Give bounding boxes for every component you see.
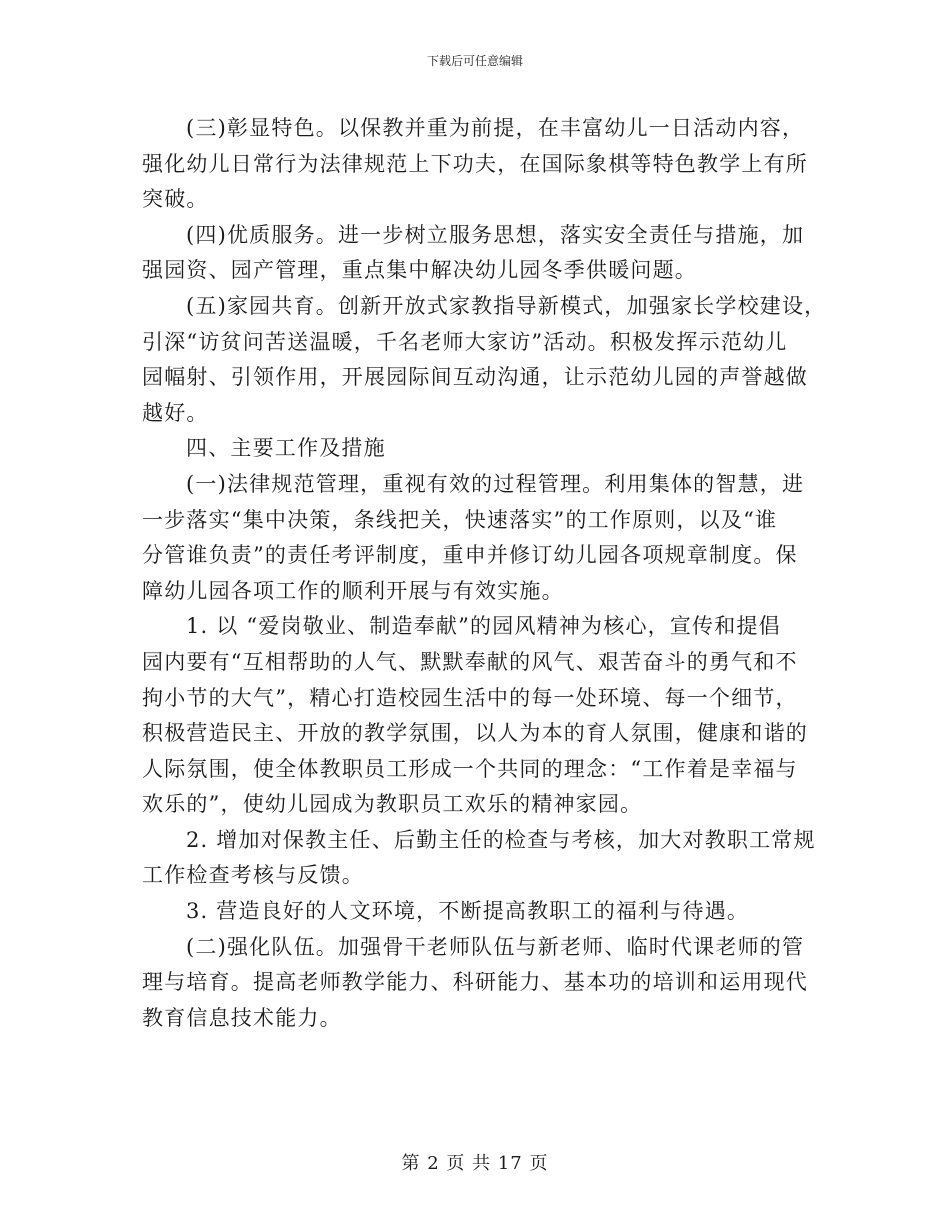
text-line: 园内要有“互相帮助的人气、默默奉献的风气、艰苦奋斗的勇气和不 bbox=[142, 649, 798, 674]
list-item-1 bbox=[142, 609, 814, 823]
list-item-3 bbox=[142, 894, 814, 930]
text-line: 积极营造民主、开放的教学氛围，以人为本的育人氛围，健康和谐的 bbox=[142, 721, 808, 746]
text-line: 越好。 bbox=[142, 400, 209, 425]
text-line: 园幅射、引领作用，开展园际间互动沟通，让示范幼儿园的声誉越做 bbox=[142, 365, 808, 390]
page-header: 下载后可任意编辑 bbox=[426, 54, 523, 68]
paragraph-home-school bbox=[142, 289, 827, 431]
paragraph-team bbox=[142, 930, 814, 1037]
text-line: 工作检查考核与反馈。 bbox=[142, 863, 364, 888]
text-line: 1. 以 “爱岗敬业、制造奉献”的园风精神为核心，宣传和提倡 bbox=[186, 614, 781, 639]
text-line: (三)彰显特色。以保教并重为前提，在丰富幼儿一日活动内容， bbox=[186, 116, 805, 140]
text-line: (一)法律规范管理，重视有效的过程管理。利用集体的智慧，进 bbox=[186, 471, 805, 496]
text-line: 强园资、园产管理，重点集中解决幼儿园冬季供暖问题。 bbox=[142, 258, 697, 283]
text-line: 引深“访贫问苦送温暖，千名老师大家访”活动。积极发挥示范幼儿 bbox=[142, 329, 788, 354]
text-line: 障幼儿园各项工作的顺利开展与有效实施。 bbox=[142, 578, 564, 603]
text-line: 理与培育。提高老师教学能力、科研能力、基本功的培训和运用现代 bbox=[142, 970, 808, 995]
text-line: (五)家园共育。创新开放式家教指导新模式，加强家长学校建设， bbox=[186, 293, 827, 318]
text-line: 人际氛围，使全体教职员工形成一个共同的理念：“工作着是幸福与 bbox=[142, 756, 798, 781]
text-line: 2. 增加对保教主任、后勤主任的检查与考核，加大对教职工常规 bbox=[186, 827, 816, 852]
text-line: 3. 营造良好的人文环境，不断提高教职工的福利与待遇。 bbox=[186, 899, 750, 924]
document-body bbox=[142, 111, 827, 1036]
text-line: 拘小节的大气”，精心打造校园生活中的每一处环境、每一个细节， bbox=[142, 685, 798, 710]
text-line: 四、主要工作及措施 bbox=[186, 436, 386, 461]
text-line: 突破。 bbox=[142, 187, 209, 212]
list-item-2 bbox=[142, 823, 814, 894]
text-line: 一步落实“集中决策，条线把关，快速落实”的工作原则，以及“谁 bbox=[142, 507, 778, 532]
text-line: 教育信息技术能力。 bbox=[142, 1005, 342, 1030]
page-number-footer: 第 2 页 共 17 页 bbox=[401, 1153, 549, 1174]
paragraph-service bbox=[142, 218, 814, 289]
text-line: (四)优质服务。进一步树立服务思想，落实安全责任与措施，加 bbox=[186, 222, 805, 247]
text-line: (二)强化队伍。加强骨干老师队伍与新老师、临时代课老师的管 bbox=[186, 934, 805, 959]
text-line: 分管谁负责”的责任考评制度，重申并修订幼儿园各项规章制度。保 bbox=[142, 543, 798, 568]
section-heading bbox=[142, 431, 814, 467]
text-line: 欢乐的”，使幼儿园成为教职员工欢乐的精神家园。 bbox=[142, 792, 643, 817]
paragraph-management bbox=[142, 467, 814, 609]
paragraph-feature bbox=[142, 111, 814, 218]
text-line: 强化幼儿日常行为法律规范上下功夫，在国际象棋等特色教学上有所 bbox=[142, 151, 808, 176]
